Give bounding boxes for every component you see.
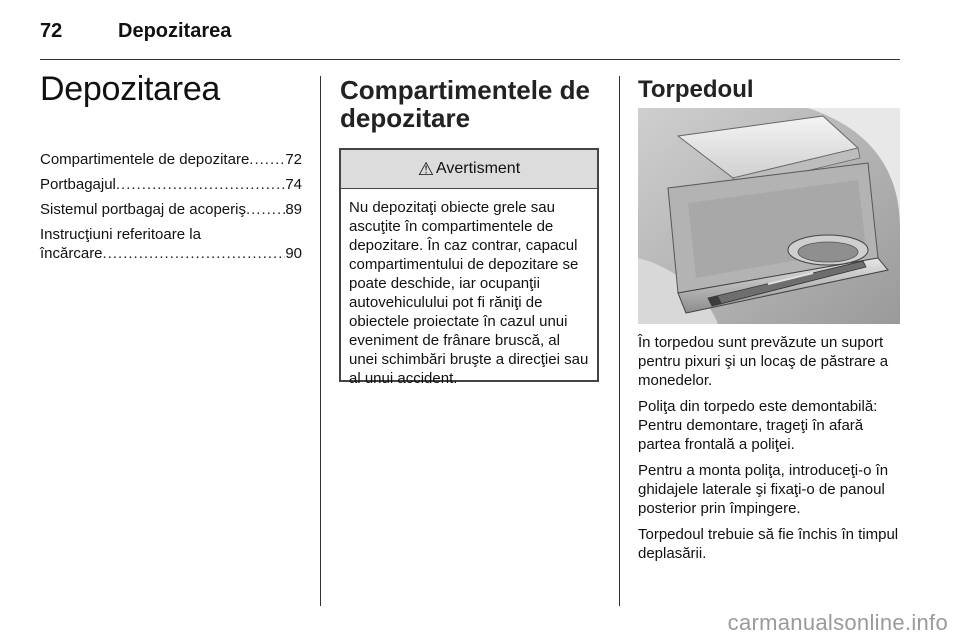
section-title: Compartimentele de depozitare (340, 75, 590, 133)
warning-heading: Avertisment (435, 160, 521, 177)
header-rule (40, 59, 900, 60)
watermark: carmanualsonline.info (727, 610, 948, 635)
body-text (638, 333, 904, 570)
toc-entry-page: 72 (285, 151, 302, 168)
toc-entry[interactable] (40, 200, 302, 219)
warning-triangle-icon: ⚠ (417, 158, 434, 179)
toc-leader (249, 150, 285, 169)
toc-entry-label: Instrucţiuni referitoare la (40, 226, 201, 243)
toc-entry-page: 89 (285, 201, 302, 218)
paragraph: În torpedou sunt prevăzute un suport pentru pixuri şi un locaş de păstrare a monedelor. (638, 334, 889, 389)
column-divider (320, 76, 321, 606)
page-number: 72 (40, 20, 63, 42)
toc-entry-page: 74 (285, 176, 302, 193)
toc-entry-page: 90 (285, 245, 302, 262)
toc-entry-label: Compartimentele de depozitare (40, 151, 250, 168)
column-divider (619, 76, 620, 606)
toc-entry[interactable] (40, 150, 302, 169)
glovebox-illustration (638, 108, 900, 324)
toc-entry-label: Sistemul portbagaj de acoperiş (40, 201, 246, 218)
toc-leader (103, 244, 286, 263)
toc-entry[interactable] (40, 175, 302, 194)
toc-leader (246, 200, 285, 219)
toc-entry-label: Portbagajul (40, 176, 116, 193)
toc-entry-label: încărcare (40, 245, 103, 262)
paragraph: Torpedoul trebuie să fie închis în timpul deplasării. (638, 526, 899, 562)
table-of-contents (40, 150, 302, 269)
chapter-title: Depozitarea (40, 70, 221, 108)
warning-text: Nu depozitaţi obiecte grele sau ascuţite în compartimentele de depozitare. În caz contrar, capacul compartimentului de depozitare se poate deschide, iar ocupanţii autovehiculului pot fi răniţi de obiectele proiectate în cazul unui eveniment de frânare bruscă, al unei schimbări bruşte a direcţiei sau al unui accident. (349, 199, 589, 387)
toc-entry[interactable] (40, 225, 302, 263)
subsection-title: Torpedoul (638, 76, 754, 103)
paragraph: Poliţa din torpedo este demontabilă: Pentru demontare, trageţi în afară partea frontală a poliţei. (638, 398, 878, 453)
warning-header (341, 150, 597, 189)
paragraph: Pentru a monta poliţa, introduceţi-o în ghidajele laterale şi fixaţi-o de panoul posterior prin împingere. (638, 462, 889, 517)
warning-box (339, 148, 599, 387)
toc-leader (116, 175, 285, 194)
glovebox-illustration-icon (638, 108, 900, 324)
running-title: Depozitarea (118, 20, 232, 42)
